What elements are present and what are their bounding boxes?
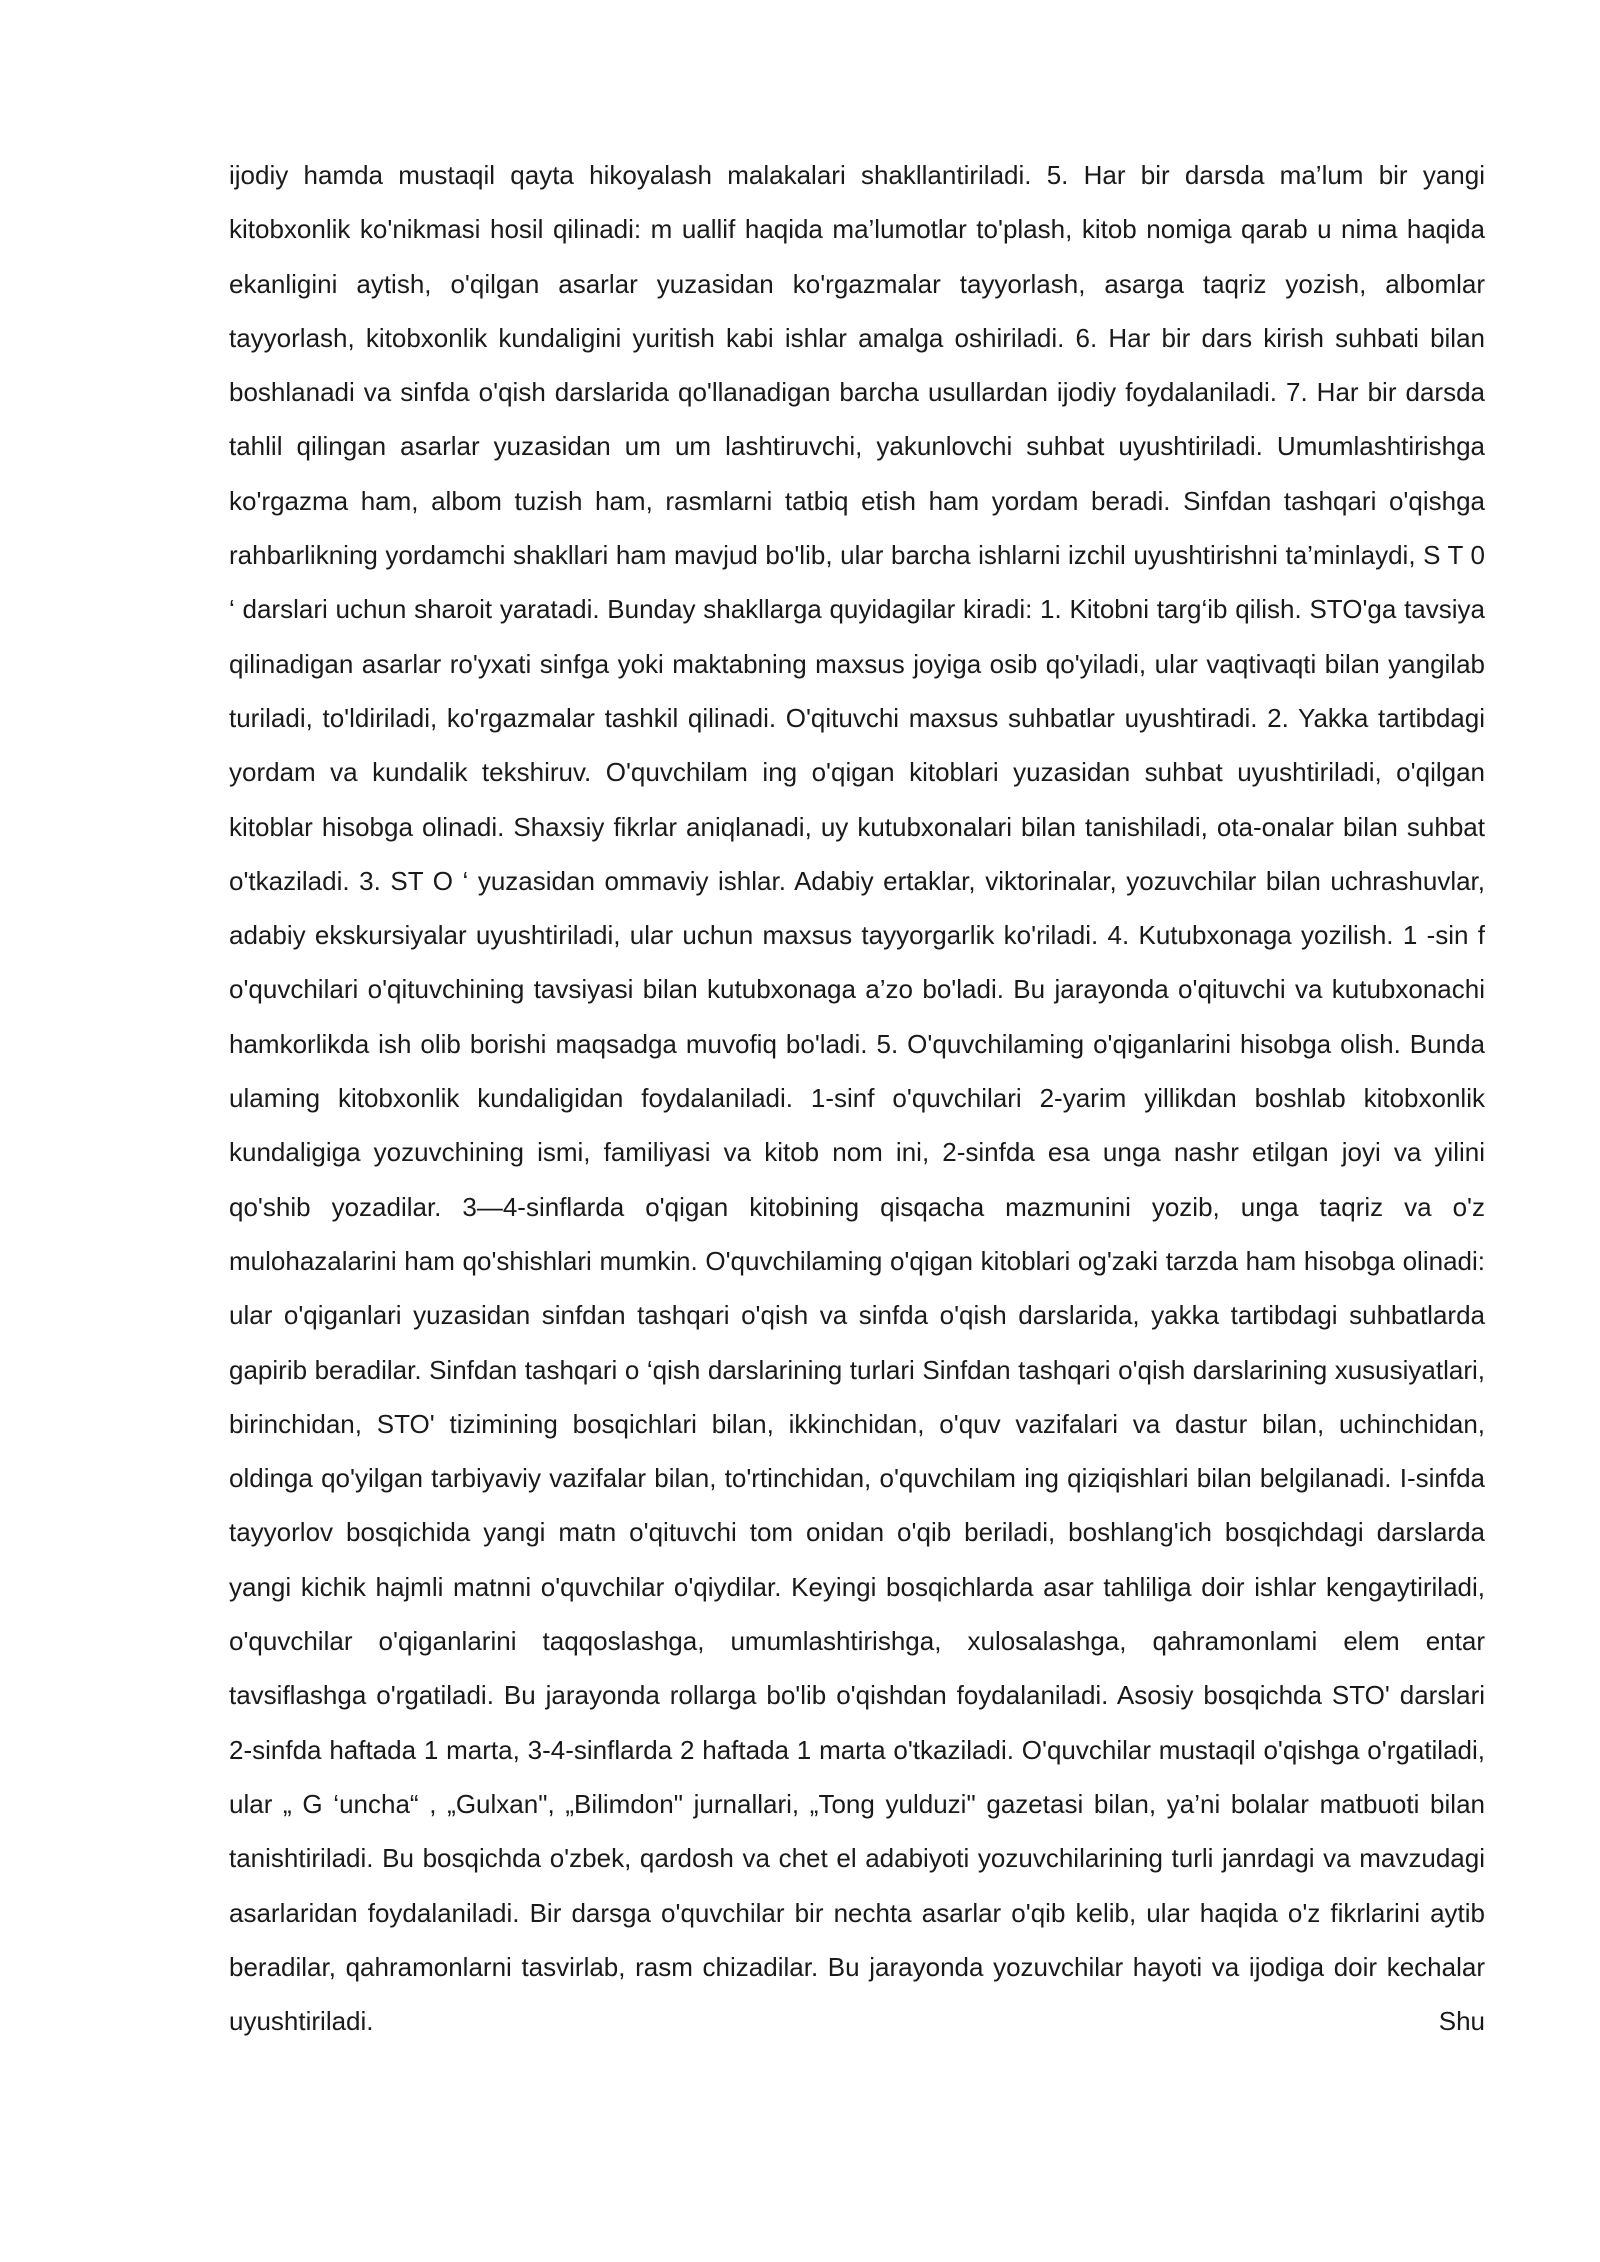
body-paragraph: ijodiy hamda mustaqil qayta hikoyalash malakalari shakllantiriladi. 5. Har bir darsda ma’lum bir yangi kitobxonlik ko'nikmasi hosil qilinadi: m uallif haqida ma’lumotlar to'plash, kitob nomiga qarab u nima haqida ekanligini aytish, o'qilgan asarlar yuzasidan ko'rgazmalar tayyorlash, asarga taqriz yozish, albomlar tayyorlash, kitobxonlik kundaligini yuritish kabi ishlar amalga oshiriladi. 6. Har bir dars kirish suhbati bilan boshlanadi va sinfda o'qish darslarida qo'llanadigan barcha usullardan ijodiy foydalaniladi. 7. Har bir darsda tahlil qilingan asarlar yuzasidan um um lashtiruvchi, yakunlovchi suhbat uyushtiriladi. Umumlashtirishga ko'rgazma ham, albom tuzish ham, rasmlarni tatbiq etish ham yordam beradi. Sinfdan tashqari o'qishga rahbarlikning yordamchi shakllari ham mavjud bo'lib, ular barcha ishlarni izchil uyushtirishni ta’minlaydi, S T 0 ‘ darslari uchun sharoit yaratadi. Bunday shakllarga quyidagilar kiradi: 1. Kitobni targ‘ib qilish. STO'ga tavsiya qilinadigan asarlar ro'yxati sinfga yoki maktabning maxsus joyiga osib qo'yiladi, ular vaqtivaqti bilan yangilab turiladi, to'ldiriladi, ko'rgazmalar tashkil qilinadi. O'qituvchi maxsus suhbatlar uyushtiradi. 2. Yakka tartibdagi yordam va kundalik tekshiruv. O'quvchilam ing o'qigan kitoblari yuzasidan suhbat uyushtiriladi, o'qilgan kitoblar hisobga olinadi. Shaxsiy fikrlar aniqlanadi, uy kutubxonalari bilan tanishiladi, ota-onalar bilan suhbat o'tkaziladi. 3. ST O ‘ yuzasidan ommaviy ishlar. Adabiy ertaklar, viktorinalar, yozuvchilar bilan uchrashuvlar, adabiy ekskursiyalar uyushtiriladi, ular uchun maxsus tayyorgarlik ko'riladi. 4. Kutubxonaga yozilish. 1 -sin f o'quvchilari o'qituvchining tavsiyasi bilan kutubxonaga a’zo bo'ladi. Bu jarayonda o'qituvchi va kutubxonachi hamkorlikda ish olib borishi maqsadga muvofiq bo'ladi. 5. O'quvchilaming o'qiganlarini hisobga olish. Bunda ulaming kitobxonlik kundaligidan foydalaniladi. 1-sinf o'quvchilari 2-yarim yillikdan boshlab kitobxonlik kundaligiga yozuvchining ismi, familiyasi va kitob nom ini, 2-sinfda esa unga nashr etilgan joyi va yilini qo'shib yozadilar. 3—4-sinflarda o'qigan kitobining qisqacha mazmunini yozib, unga taqriz va o'z mulohazalarini ham qo'shishlari mumkin. O'quvchilaming o'qigan kitoblari og'zaki tarzda ham hisobga olinadi: ular o'qiganlari yuzasidan sinfdan tashqari o'qish va sinfda o'qish darslarida, yakka tartibdagi suhbatlarda gapirib beradilar. Sinfdan tashqari o ‘qish darslarining turlari Sinfdan tashqari o'qish darslarining xususiyatlari, birinchidan, STO' tizimining bosqichlari bilan, ikkinchidan, o'quv vazifalari va dastur bilan, uchinchidan, oldinga qo'yilgan tarbiyaviy vazifalar bilan, to'rtinchidan, o'quvchilam ing qiziqishlari bilan belgilanadi. I-sinfda tayyorlov bosqichida yangi matn o'qituvchi tom onidan o'qib beriladi, boshlang'ich bosqichdagi darslarda yangi kichik hajmli matnni o'quvchilar o'qiydilar. Keyingi bosqichlarda asar tahliliga doir ishlar kengaytiriladi, o'quvchilar o'qiganlarini taqqoslashga, umumlashtirishga, xulosalashga, qahramonlami elem entar tavsiflashga o'rgatiladi. Bu jarayonda rollarga bo'lib o'qishdan foydalaniladi. Asosiy bosqichda STO' darslari 2-sinfda haftada 1 marta, 3-4-sinflarda 2 haftada 1 marta o'tkaziladi. O'quvchilar mustaqil o'qishga o'rgatiladi, ular „ G ‘uncha“ , „Gulxan", „Bilimdon" jurnallari, „Tong yulduzi" gazetasi bilan, ya’ni bolalar matbuoti bilan tanishtiriladi. Bu bosqichda o'zbek, qardosh va chet el adabiyoti yozuvchilarining turli janrdagi va mavzudagi asarlaridan foydalaniladi. Bir darsga o'quvchilar bir nechta asarlar o'qib kelib, ular haqida o'z fikrlarini aytib beradilar, qahramonlarni tasvirlab, rasm chizadilar. Bu jarayonda yozuvchilar hayoti va ijodiga doir kechalar uyushtiriladi. Shu [229,160,1485,2037]
